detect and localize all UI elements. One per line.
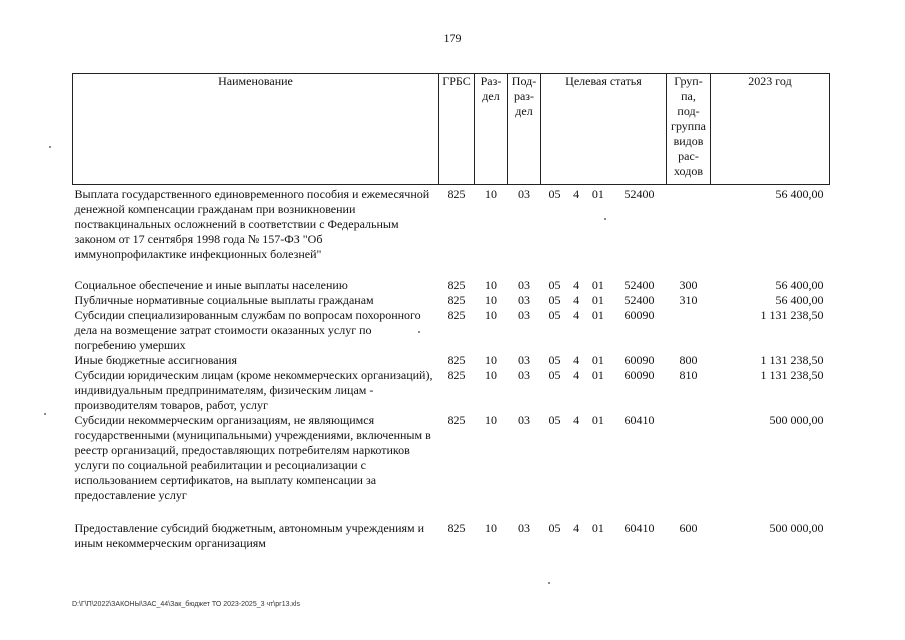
- row-celevaya: 05 4 01 60090: [548, 368, 655, 382]
- table-row: [73, 368, 830, 413]
- budget-table-container: [72, 73, 829, 551]
- row-razdel: 10: [485, 187, 497, 201]
- table-row: [73, 278, 830, 293]
- table-row: [73, 293, 830, 308]
- row-grbs: 825: [447, 187, 466, 201]
- row-celevaya: 05 4 01 60090: [548, 353, 655, 367]
- row-razdel: 10: [485, 521, 497, 535]
- header-year: 2023 год: [711, 74, 830, 185]
- row-group: 800: [679, 353, 698, 367]
- scan-speck: [604, 218, 606, 220]
- row-podrazdel: 03: [518, 368, 530, 382]
- header-gruppa: Груп- па, под- группа видов рас- ходов: [667, 74, 711, 185]
- page-number: 179: [443, 31, 462, 45]
- header-celevaya: Целевая статья: [541, 74, 667, 185]
- row-grbs: 825: [447, 293, 466, 307]
- row-razdel: 10: [485, 308, 497, 322]
- table-header-row: [73, 74, 830, 185]
- row-grbs: 825: [447, 413, 466, 427]
- row-group: [667, 308, 711, 353]
- row-celevaya: 05 4 01 52400: [548, 293, 655, 307]
- row-group: [667, 413, 711, 503]
- row-amount: 500 000,00: [769, 521, 824, 535]
- budget-table: [72, 73, 830, 551]
- row-celevaya: 05 4 01 52400: [548, 278, 655, 292]
- table-row: [73, 521, 830, 551]
- row-grbs: 825: [447, 521, 466, 535]
- row-name: Иные бюджетные ассигнования: [74, 353, 237, 367]
- row-amount: 500 000,00: [769, 413, 824, 427]
- row-podrazdel: 03: [518, 293, 530, 307]
- row-celevaya: 05 4 01 60410: [548, 413, 655, 427]
- row-grbs: 825: [447, 308, 466, 322]
- row-podrazdel: 03: [518, 521, 530, 535]
- row-amount: 1 131 238,50: [760, 353, 824, 367]
- row-name: Публичные нормативные социальные выплаты гражданам: [74, 293, 374, 307]
- row-grbs: 825: [447, 368, 466, 382]
- row-amount: 56 400,00: [775, 187, 824, 201]
- row-name: Предоставление субсидий бюджетным, автономным учреждениям и иным некоммерческим организациям: [74, 521, 425, 550]
- row-celevaya: 05 4 01 60410: [548, 521, 655, 535]
- row-razdel: 10: [485, 293, 497, 307]
- row-name: Субсидии некоммерческим организациям, не являющимся государственными (муниципальными) учреждениями, включенным в реестр организаций, предоставляющих потребителям наркотиков услуги по социальной реабилитации и ресоциализации с использованием сертификатов, на выплату компенсации за предоставление услуг: [74, 413, 431, 502]
- table-row: [73, 413, 830, 503]
- row-podrazdel: 03: [518, 187, 530, 201]
- header-grbs: ГРБС: [439, 74, 475, 185]
- row-podrazdel: 03: [518, 353, 530, 367]
- header-name: Наименование: [73, 74, 439, 185]
- row-podrazdel: 03: [518, 278, 530, 292]
- file-path-footer: D:\Г\П\2022\ЗАКОНЫ\ЗАС_44\Зак_бюджет ТО 2023-2025_3 чт\рг13.xls: [72, 601, 300, 608]
- row-amount: 1 131 238,50: [760, 308, 824, 322]
- row-group: 310: [679, 293, 698, 307]
- row-amount: 1 131 238,50: [760, 368, 824, 382]
- scan-speck: [49, 146, 51, 148]
- scan-speck: [418, 331, 420, 333]
- row-amount: 56 400,00: [775, 293, 824, 307]
- row-group: 810: [679, 368, 698, 382]
- header-podrazdel: Под- раз- дел: [508, 74, 541, 185]
- row-name: Субсидии специализированным службам по вопросам похоронного дела на возмещение затрат стоимости оказанных услуг по погребению умерших: [74, 308, 421, 352]
- row-podrazdel: 03: [518, 308, 530, 322]
- scan-speck: [44, 413, 46, 415]
- table-row: [73, 185, 830, 263]
- row-razdel: 10: [485, 278, 497, 292]
- row-name: Выплата государственного единовременного пособия и ежемесячной денежной компенсации гражданам при возникновении поствакцинальных осложнений в соответствии с Федеральным законом от 17 сентября 1998 года № 157-ФЗ "Об иммунопрофилактике инфекционных болезней": [74, 187, 430, 261]
- row-podrazdel: 03: [518, 413, 530, 427]
- row-grbs: 825: [447, 353, 466, 367]
- table-row: [73, 353, 830, 368]
- row-celevaya: 05 4 01 60090: [548, 308, 655, 322]
- scan-speck: [548, 582, 550, 584]
- row-group: [667, 185, 711, 263]
- row-group: 300: [679, 278, 698, 292]
- row-name: Субсидии юридическим лицам (кроме некоммерческих организаций), индивидуальным предпринимателям, физическим лицам - производителям товаров, работ, услуг: [74, 368, 433, 412]
- row-razdel: 10: [485, 368, 497, 382]
- row-celevaya: 05 4 01 52400: [548, 187, 655, 201]
- table-row: [73, 308, 830, 353]
- header-razdel: Раз- дел: [475, 74, 508, 185]
- row-amount: 56 400,00: [775, 278, 824, 292]
- row-razdel: 10: [485, 413, 497, 427]
- row-name: Социальное обеспечение и иные выплаты населению: [74, 278, 348, 292]
- row-razdel: 10: [485, 353, 497, 367]
- row-grbs: 825: [447, 278, 466, 292]
- row-group: 600: [679, 521, 698, 535]
